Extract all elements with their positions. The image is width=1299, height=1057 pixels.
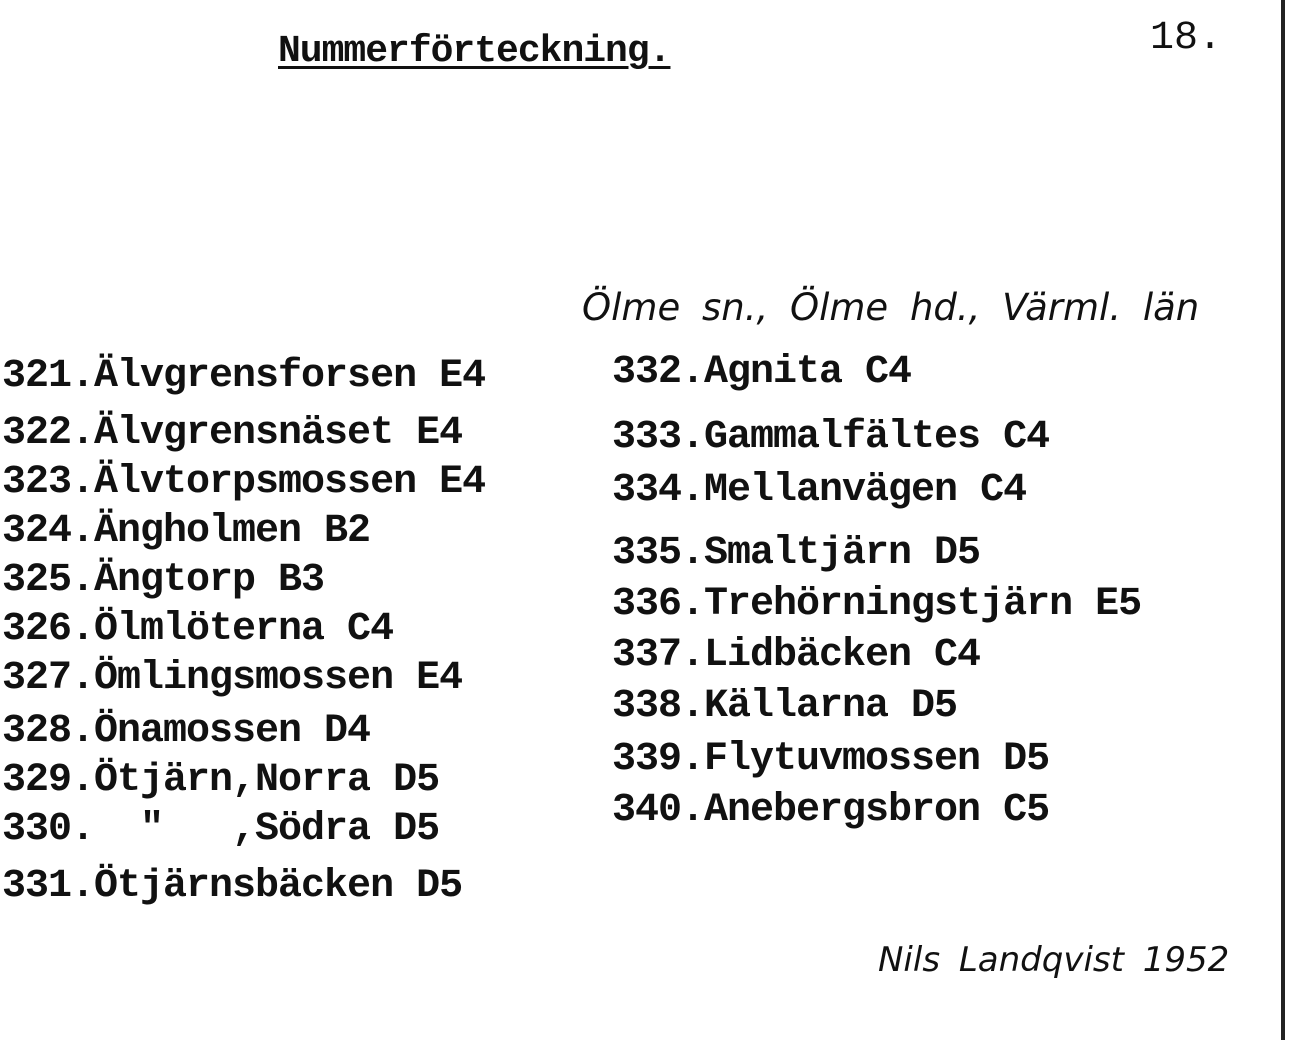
list-item: 340.Anebergsbron C5 (612, 788, 1050, 833)
page-title: Nummerförteckning. (278, 30, 671, 73)
page-edge-border (1281, 0, 1285, 1040)
list-item: 332.Agnita C4 (612, 350, 912, 395)
page-number: 18. (1150, 16, 1223, 61)
entry-list-right (612, 348, 1141, 835)
region-label: Ölme sn., Ölme hd., Värml. län (582, 286, 1200, 329)
list-item: 330. " ,Södra D5 (2, 807, 440, 852)
list-item: 325.Ängtorp B3 (2, 558, 325, 603)
list-item: 338.Källarna D5 (612, 684, 958, 729)
list-item: 329.Ötjärn,Norra D5 (2, 758, 440, 803)
list-item: 334.Mellanvägen C4 (612, 468, 1027, 513)
list-item: 328.Önamossen D4 (2, 709, 371, 754)
list-item: 322.Älvgrensnäset E4 (2, 411, 463, 456)
list-item: 333.Gammalfältes C4 (612, 415, 1050, 460)
list-item: 321.Älvgrensforsen E4 (2, 354, 486, 399)
list-item: 331.Ötjärnsbäcken D5 (2, 864, 463, 909)
list-item: 326.Ölmlöterna C4 (2, 607, 394, 652)
list-item: 337.Lidbäcken C4 (612, 633, 981, 678)
list-item: 335.Smaltjärn D5 (612, 531, 981, 576)
entry-list-left (2, 352, 485, 911)
list-item: 324.Ängholmen B2 (2, 509, 371, 554)
list-item: 327.Ömlingsmossen E4 (2, 656, 463, 701)
list-item: 336.Trehörningstjärn E5 (612, 582, 1142, 627)
signature: Nils Landqvist 1952 (878, 940, 1230, 980)
list-item: 339.Flytuvmossen D5 (612, 737, 1050, 782)
list-item: 323.Älvtorpsmossen E4 (2, 460, 486, 505)
